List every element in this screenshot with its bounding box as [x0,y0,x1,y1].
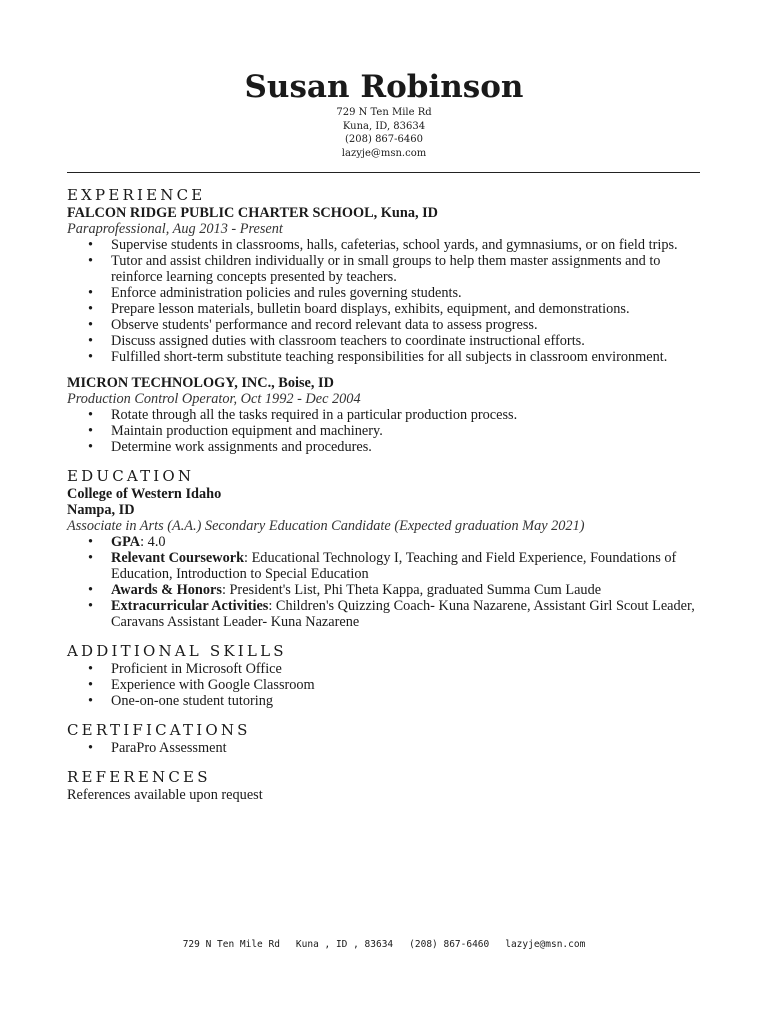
candidate-name: Susan Robinson [244,69,524,105]
list-item: • One-on-one student tutoring [111,693,707,709]
item-text: : Educational Technology I, Teaching and Field Experience, Foundations of Education, Introduction to Special Education [111,550,677,582]
item-text: : Children's Quizzing Coach- Kuna Nazarene, Assistant Girl Scout Leader, Caravans Assistant Leader- Kuna Nazarene [111,598,695,630]
list-item: • Prepare lesson materials, bulletin board displays, exhibits, equipment, and demonstrations. [111,301,707,317]
certifications-bullets [67,740,707,756]
references-text: References available upon request [67,787,263,803]
job-bullets [67,237,707,365]
list-item: • Tutor and assist children individually or in small groups to help them master assignments and to reinforce learning concepts presented by teachers. [111,253,707,285]
employer-name: FALCON RIDGE PUBLIC CHARTER SCHOOL, Kuna, ID [67,205,439,221]
item-label: GPA [111,534,141,550]
list-item: • Determine work assignments and procedures. [111,439,707,455]
list-item: • Observe students' performance and record relevant data to assess progress. [111,317,707,333]
list-item: • Experience with Google Classroom [111,677,707,693]
list-item: • Discuss assigned duties with classroom teachers to coordinate instructional efforts. [111,333,707,349]
section-title-references: REFERENCES [67,768,211,786]
footer-email: lazyje@msn.com [505,939,586,950]
item-text: : 4.0 [140,534,166,550]
list-item: • ParaPro Assessment [111,740,707,756]
employer-name: MICRON TECHNOLOGY, INC., Boise, ID [67,375,334,391]
header-divider [67,172,700,173]
degree: Associate in Arts (A.A.) Secondary Education Candidate (Expected graduation May 2021) [67,518,585,534]
item-label: Extracurricular Activities [111,598,269,614]
section-title-education: EDUCATION [67,467,195,485]
contact-city: Kuna, ID, 83634 [342,120,426,132]
list-item [111,598,707,630]
section-title-experience: EXPERIENCE [67,186,206,204]
item-label: Relevant Coursework [111,550,245,566]
list-item: • Fulfilled short-term substitute teaching responsibilities for all subjects in classroom environment. [111,349,707,365]
section-title-skills: ADDITIONAL SKILLS [67,642,287,660]
list-item: • Rotate through all the tasks required in a particular production process. [111,407,707,423]
item-text: : President's List, Phi Theta Kappa, graduated Summa Cum Laude [221,582,602,598]
resume-header [0,68,768,160]
job-bullets [67,407,707,455]
footer-city: Kuna , ID , 83634 [295,939,394,950]
school-name: College of Western Idaho [67,486,222,502]
item-label: Awards & Honors [111,582,222,598]
job-role: Paraprofessional, Aug 2013 - Present [67,221,283,237]
skills-bullets [67,661,707,709]
list-item: • Enforce administration policies and rules governing students. [111,285,707,301]
list-item: • Maintain production equipment and machinery. [111,423,707,439]
school-location: Nampa, ID [67,502,135,518]
list-item [111,550,707,582]
contact-phone: (208) 867-6460 [345,134,423,145]
contact-address: 729 N Ten Mile Rd [336,107,432,118]
contact-email: lazyje@msn.com [341,147,427,159]
education-bullets [67,534,707,630]
footer-phone: (208) 867-6460 [409,939,490,950]
resume-footer [0,939,768,950]
job-role: Production Control Operator, Oct 1992 - Dec 2004 [67,391,361,407]
resume-body [67,185,707,803]
list-item: • Supervise students in classrooms, halls, cafeterias, school yards, and gymnasiums, or on field trips. [111,237,707,253]
footer-address: 729 N Ten Mile Rd [182,939,280,950]
section-title-certifications: CERTIFICATIONS [67,721,251,739]
list-item: • Proficient in Microsoft Office [111,661,707,677]
list-item [111,582,707,598]
list-item [111,534,707,550]
